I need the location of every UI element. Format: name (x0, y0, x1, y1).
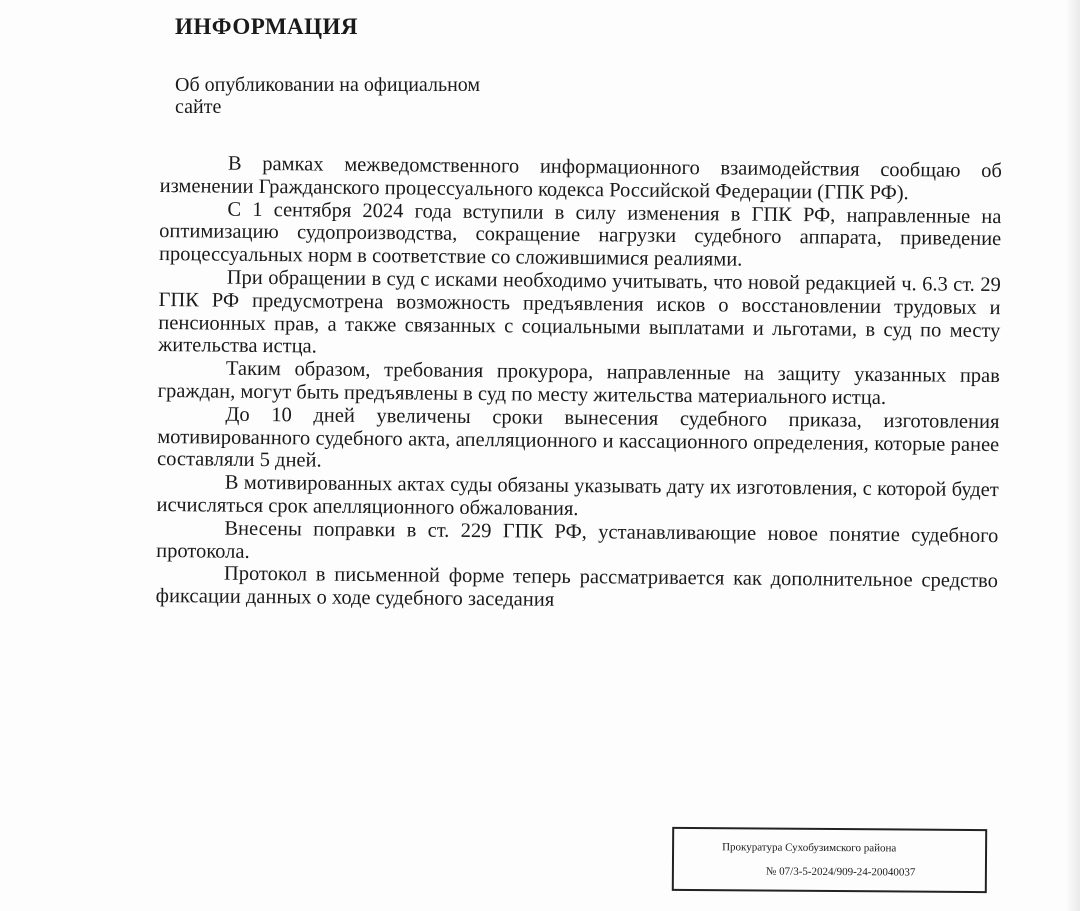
page-edge-shadow (1066, 0, 1080, 911)
paragraph-6: В мотивированных актах суды обязаны указывать дату их изготовления, с которой будет исчисляться срок апелляционного обжалования. (156, 471, 999, 520)
paragraph-1: В рамках межведомственного информационного взаимодействия сообщаю об изменении Гражданского процессуального кодекса Российской Федерации (ГПК РФ). (159, 152, 1002, 204)
document-title: ИНФОРМАЦИЯ (175, 14, 359, 39)
paragraph-8: Протокол в письменной форме теперь рассматривается как дополнительное средство фиксации данных о ходе судебного заседания (155, 562, 999, 611)
paragraph-5: До 10 дней увеличены сроки вынесения судебного приказа, изготовления мотивированного судебного акта, апелляционного и кассационного определения, которые ранее составляли 5 дней. (156, 403, 1000, 472)
paragraph-7: Внесены поправки в ст. 229 ГПК РФ, устанавливающие новое понятие судебного протокола. (156, 517, 999, 563)
document-body (156, 152, 1002, 616)
paragraph-2: С 1 сентября 2024 года вступили в силу изменения в ГПК РФ, направленные на оптимизацию судопроизводства, сокращение нагрузки судебного аппарата, приведение процессуальных норм в соответствие со сложившимися реалиями. (158, 198, 1002, 271)
stamp-number: № 07/3-5-2024/909-24-20040037 (765, 865, 916, 879)
paragraph-4: Таким образом, требования прокурора, направленные на защиту указанных прав граждан, могут быть предъявлены в суд по месту жительства материального истца. (157, 357, 1000, 409)
subject-line-2: сайте (175, 96, 222, 118)
subject-line-1: Об опубликовании на официальном (175, 74, 481, 96)
paragraph-3: При обращении в суд с исками необходимо учитывать, что новой редакцией ч. 6.3 ст. 29 ГПК РФ предусмотрена возможность предъявления исков о восстановлении трудовых и пенсионных прав, а также связанных с социальными выплатами и льготами, в суд по месту жительства истца. (158, 266, 1001, 358)
stamp-organization: Прокуратура Сухобузимского района (722, 841, 897, 855)
document-subject (175, 74, 480, 118)
registration-stamp (672, 827, 987, 893)
